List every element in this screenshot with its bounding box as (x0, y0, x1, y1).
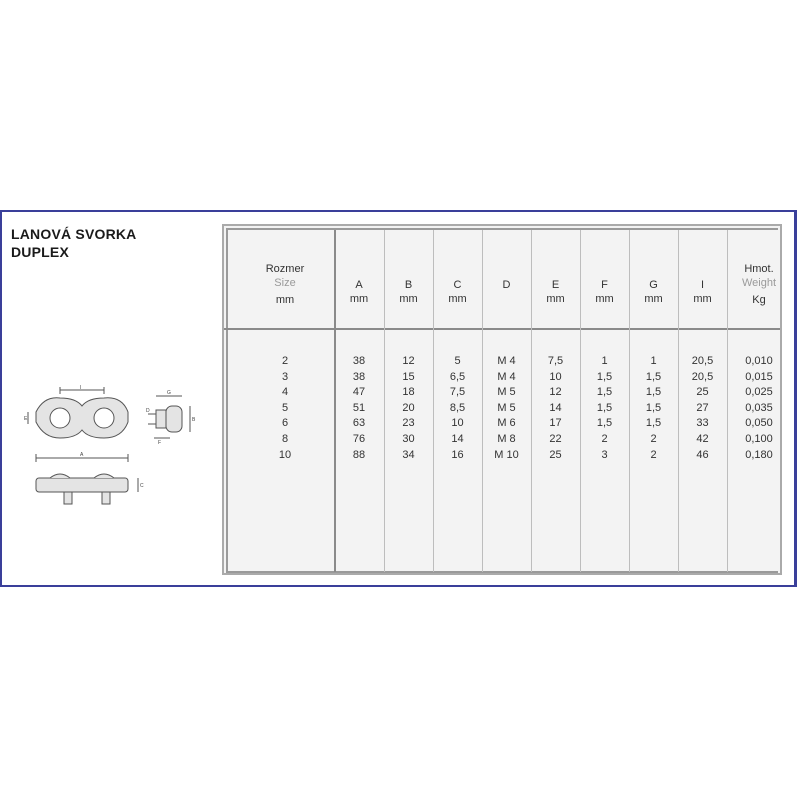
product-title (11, 225, 137, 261)
header-i: I mm (693, 279, 712, 305)
column-g: 1 1,5 1,5 1,5 1,5 2 2 (645, 355, 662, 461)
table-border-left (226, 228, 228, 572)
column-e: 7,5 10 12 14 17 22 25 (547, 355, 564, 461)
header-weight: Hmot. Weight Kg (741, 263, 777, 306)
label-i: I (80, 385, 82, 391)
column-f: 1 1,5 1,5 1,5 1,5 2 3 (596, 355, 613, 461)
column-weight: 0,010 0,015 0,025 0,035 0,050 0,100 0,180 (745, 355, 773, 461)
label-b: B (192, 417, 196, 423)
table-border-bottom (226, 571, 778, 573)
title-line-2: DUPLEX (11, 244, 69, 260)
label-f: F (158, 440, 162, 446)
header-divider (224, 328, 780, 330)
label-g: G (167, 390, 171, 396)
header-size: Rozmer Size mm (265, 263, 305, 306)
label-a: A (80, 452, 84, 458)
column-i: 20,5 20,5 25 27 33 42 46 (691, 355, 714, 461)
label-d: D (146, 408, 150, 414)
header-a: A mm (349, 279, 369, 305)
header-b: B mm (399, 279, 418, 305)
header-c: C mm (448, 279, 467, 305)
column-b: 12 15 18 20 23 30 34 (402, 355, 415, 461)
title-line-1: LANOVÁ SVORKA (11, 226, 137, 242)
header-e: E mm (546, 279, 565, 305)
column-size: 2 3 4 5 6 8 10 (278, 355, 292, 461)
table-border-top (226, 228, 778, 230)
header-g: G mm (644, 279, 663, 305)
label-e: E (24, 416, 28, 422)
header-d: D (502, 279, 511, 291)
header-f: F mm (595, 279, 614, 305)
label-c: C (140, 483, 144, 489)
column-c: 5 6,5 7,5 8,5 10 14 16 (449, 355, 466, 461)
clamp-technical-drawing (24, 384, 204, 514)
column-d: M 4 M 4 M 5 M 5 M 6 M 8 M 10 (494, 355, 519, 461)
column-a: 38 38 47 51 63 76 88 (352, 355, 366, 461)
